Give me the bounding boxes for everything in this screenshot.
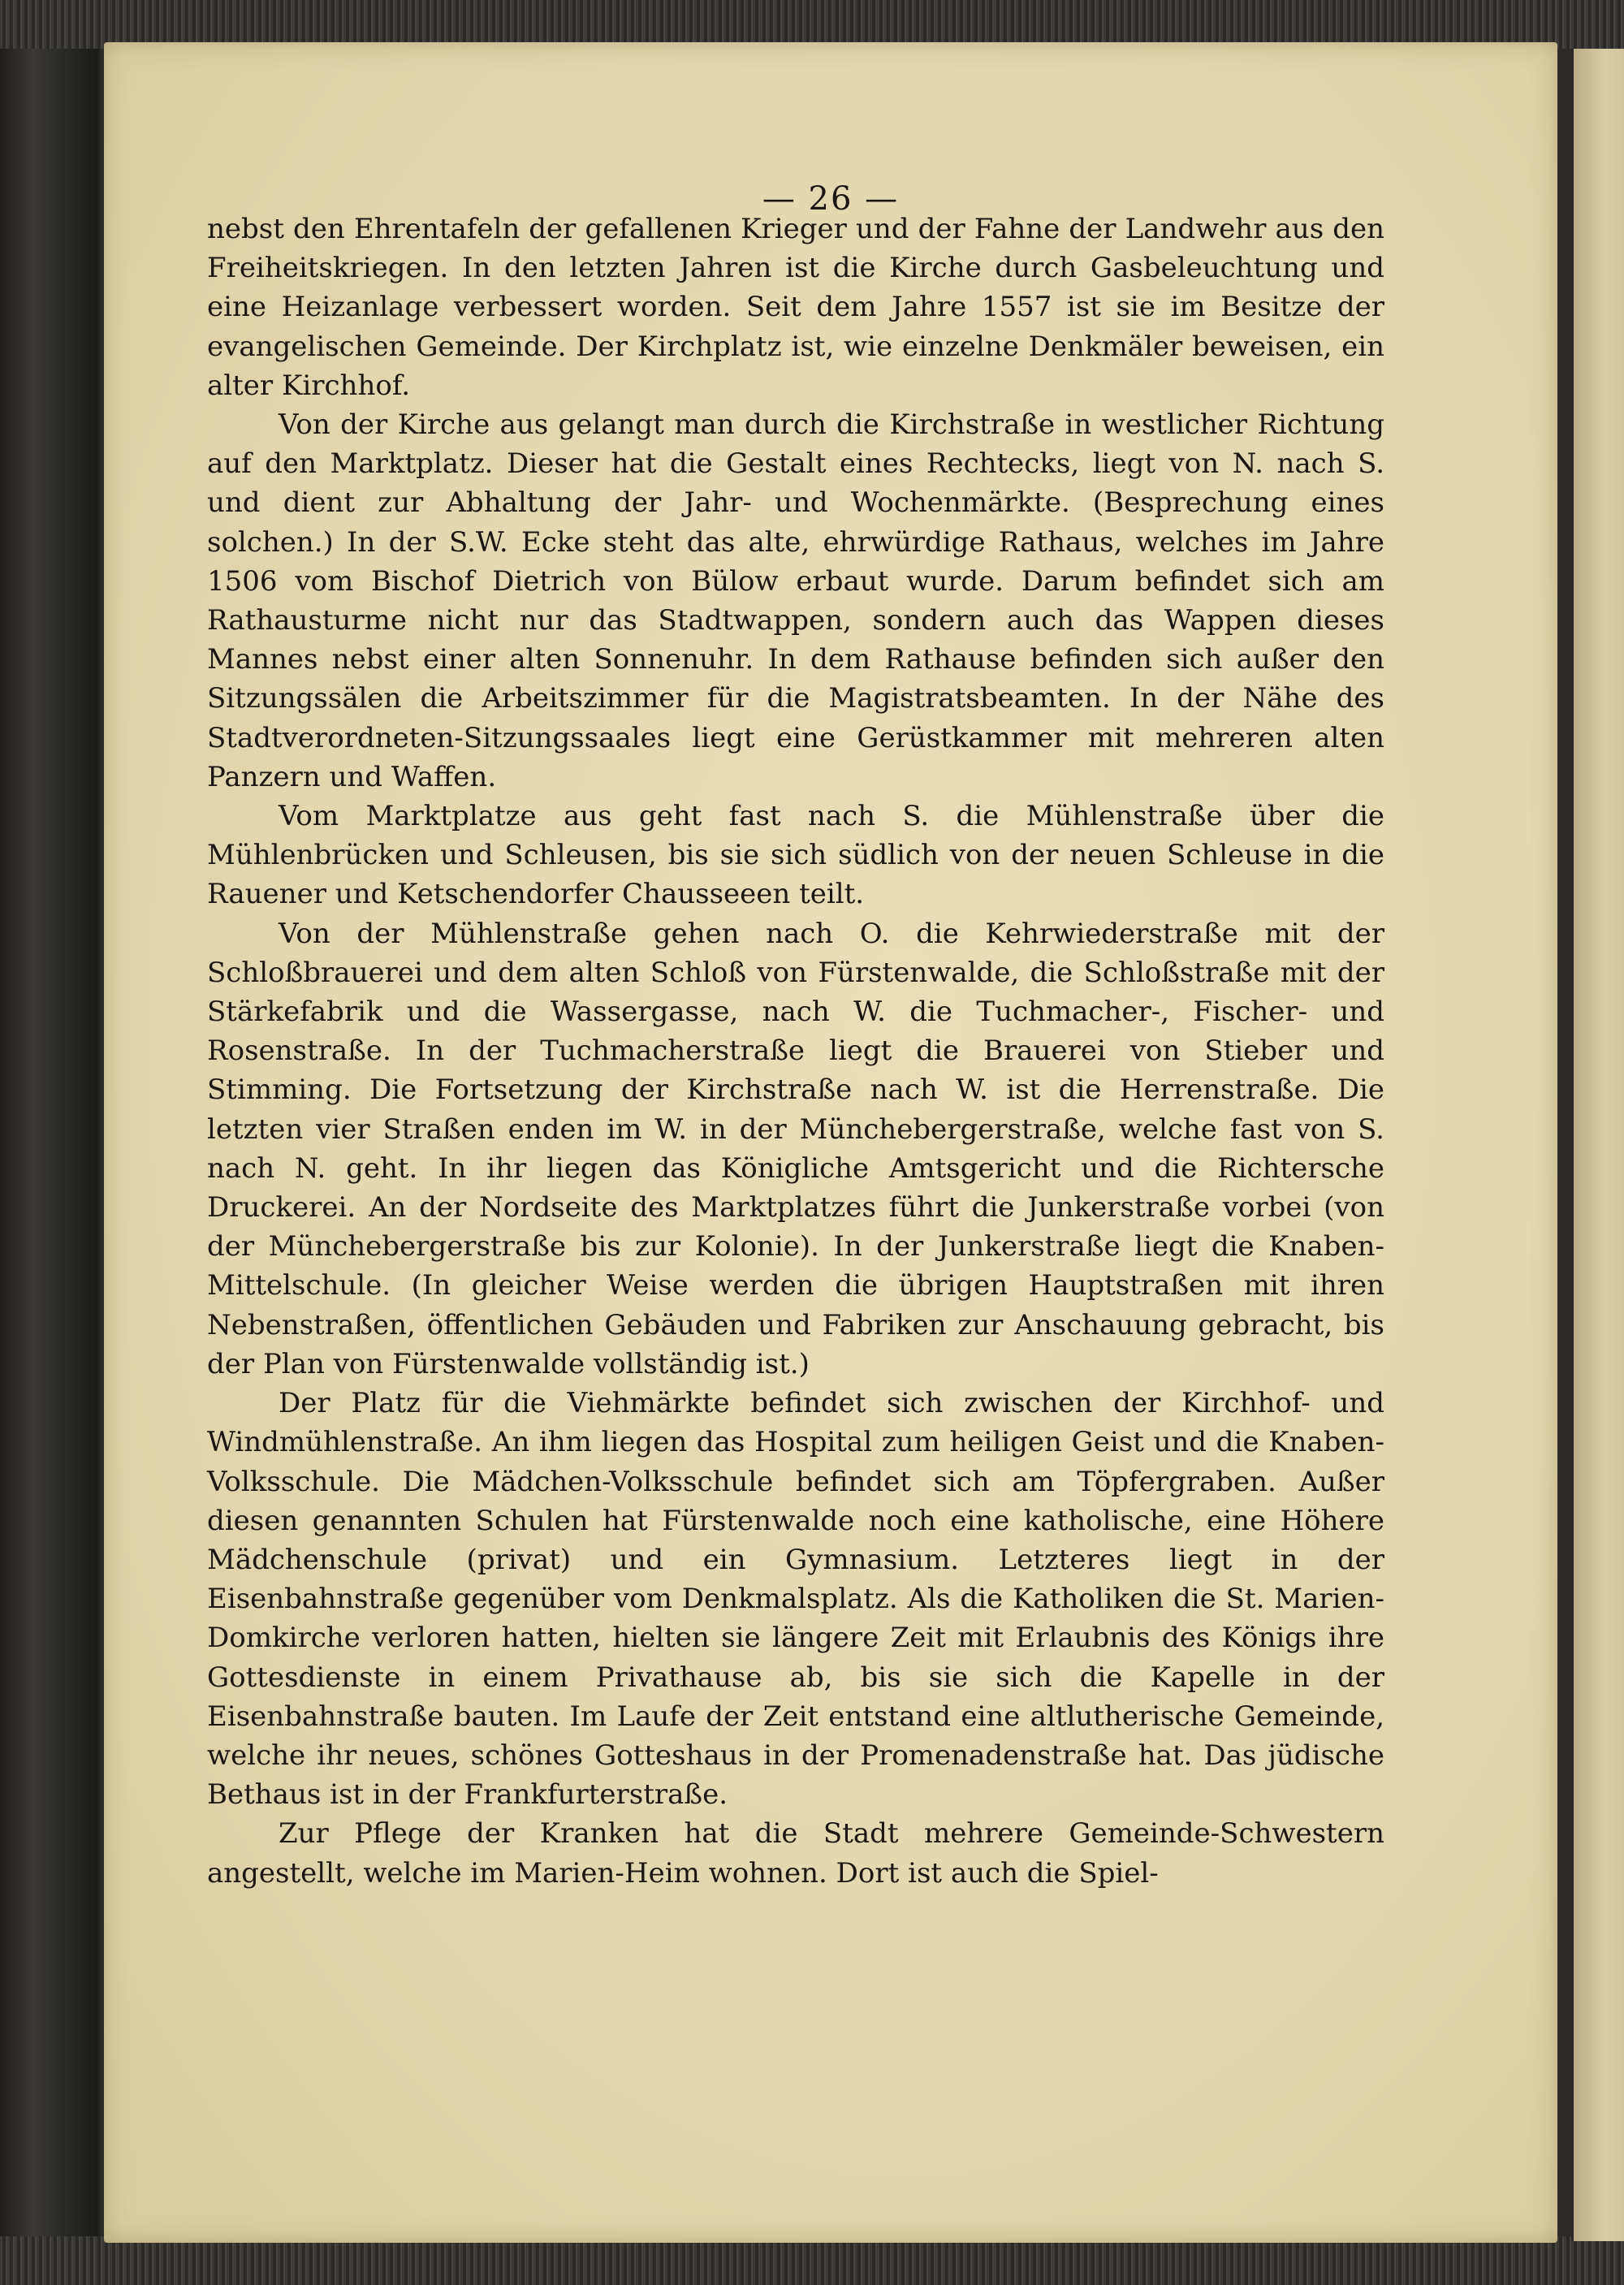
book-cover-edge-bottom (0, 2236, 1624, 2285)
paragraph-1: nebst den Ehrentafeln der gefallenen Krieger und der Fahne der Landwehr aus den Freiheitskriegen. In den letzten Jahren ist die Kirche durch Gasbeleuchtung und eine Heizanlage verbessert worden. Seit dem Jahre 1557 ist sie im Besitze der evangelischen Gemeinde. Der Kirchplatz ist, wie einzelne Denkmäler beweisen, ein alter Kirchhof. (207, 213, 1384, 402)
paragraph-2: Von der Kirche aus gelangt man durch die Kirchstraße in westlicher Richtung auf den Marktplatz. Dieser hat die Gestalt eines Rechtecks, liegt von N. nach S. und dient zur Abhaltung der Jahr- und Wochenmärkte. (Besprechung eines solchen.) In der S.W. Ecke steht das alte, ehrwürdige Rathaus, welches im Jahre 1506 vom Bischof Dietrich von Bülow erbaut wurde. Darum befindet sich am Rathausturme nicht nur das Stadtwappen, sondern auch das Wappen dieses Mannes nebst einer alten Sonnenuhr. In dem Rathause befinden sich außer den Sitzungssälen die Arbeitszimmer für die Magistratsbeamten. In der Nähe des Stadtverordneten-Sitzungssaales liegt eine Gerüstkammer mit mehreren alten Panzern und Waffen. (207, 408, 1384, 793)
paragraph-5: Der Platz für die Viehmärkte befindet sich zwischen der Kirchhof- und Windmühlenstraße. An ihm liegen das Hospital zum heiligen Geist und die Knaben-Volksschule. Die Mädchen-Volksschule befindet sich am Töpfergraben. Außer diesen genannten Schulen hat Fürstenwalde noch eine katholische, eine Höhere Mädchenschule (privat) und ein Gymnasium. Letzteres liegt in der Eisenbahnstraße gegenüber vom Denkmalsplatz. Als die Katholiken die St. Marien-Domkirche verloren hatten, hielten sie längere Zeit mit Erlaubnis des Königs ihre Gottesdienste in einem Privathause ab, bis sie sich die Kapelle in der Eisenbahnstraße bauten. Im Laufe der Zeit entstand eine altlutherische Gemeinde, welche ihr neues, schönes Gotteshaus in der Promenadenstraße hat. Das jüdische Bethaus ist in der Frankfurterstraße. (207, 1387, 1384, 1812)
body-text (207, 209, 1384, 1893)
paragraph-6: Zur Pflege der Kranken hat die Stadt mehrere Gemeinde-Schwestern angestellt, welche im Marien-Heim wohnen. Dort ist auch die Spiel- (207, 1817, 1384, 1890)
book-cover-edge-top (0, 0, 1624, 49)
adjacent-page-edge (1571, 49, 1624, 2241)
paragraph-3: Vom Marktplatze aus geht fast nach S. die Mühlenstraße über die Mühlenbrücken und Schleusen, bis sie sich südlich von der neuen Schleuse in die Rauener und Ketschendorfer Chausseeen teilt. (207, 800, 1384, 911)
paragraph-4: Von der Mühlenstraße gehen nach O. die Kehrwiederstraße mit der Schloßbrauerei und dem alten Schloß von Fürstenwalde, die Schloßstraße mit der Stärkefabrik und die Wassergasse, nach W. die Tuchmacher-, Fischer- und Rosenstraße. In der Tuchmacherstraße liegt die Brauerei von Stieber und Stimming. Die Fortsetzung der Kirchstraße nach W. ist die Herrenstraße. Die letzten vier Straßen enden im W. in der Münchebergerstraße, welche fast von S. nach N. geht. In ihr liegen das Königliche Amtsgericht und die Richtersche Druckerei. An der Nordseite des Marktplatzes führt die Junkerstraße vorbei (von der Münchebergerstraße bis zur Kolonie). In der Junkerstraße liegt die Knaben-Mittelschule. (In gleicher Weise werden die übrigen Hauptstraßen mit ihren Nebenstraßen, öffentlichen Gebäuden und Fabriken zur Anschauung gebracht, bis der Plan von Fürstenwalde vollständig ist.) (207, 917, 1384, 1380)
page-number: — 26 — (762, 180, 900, 218)
